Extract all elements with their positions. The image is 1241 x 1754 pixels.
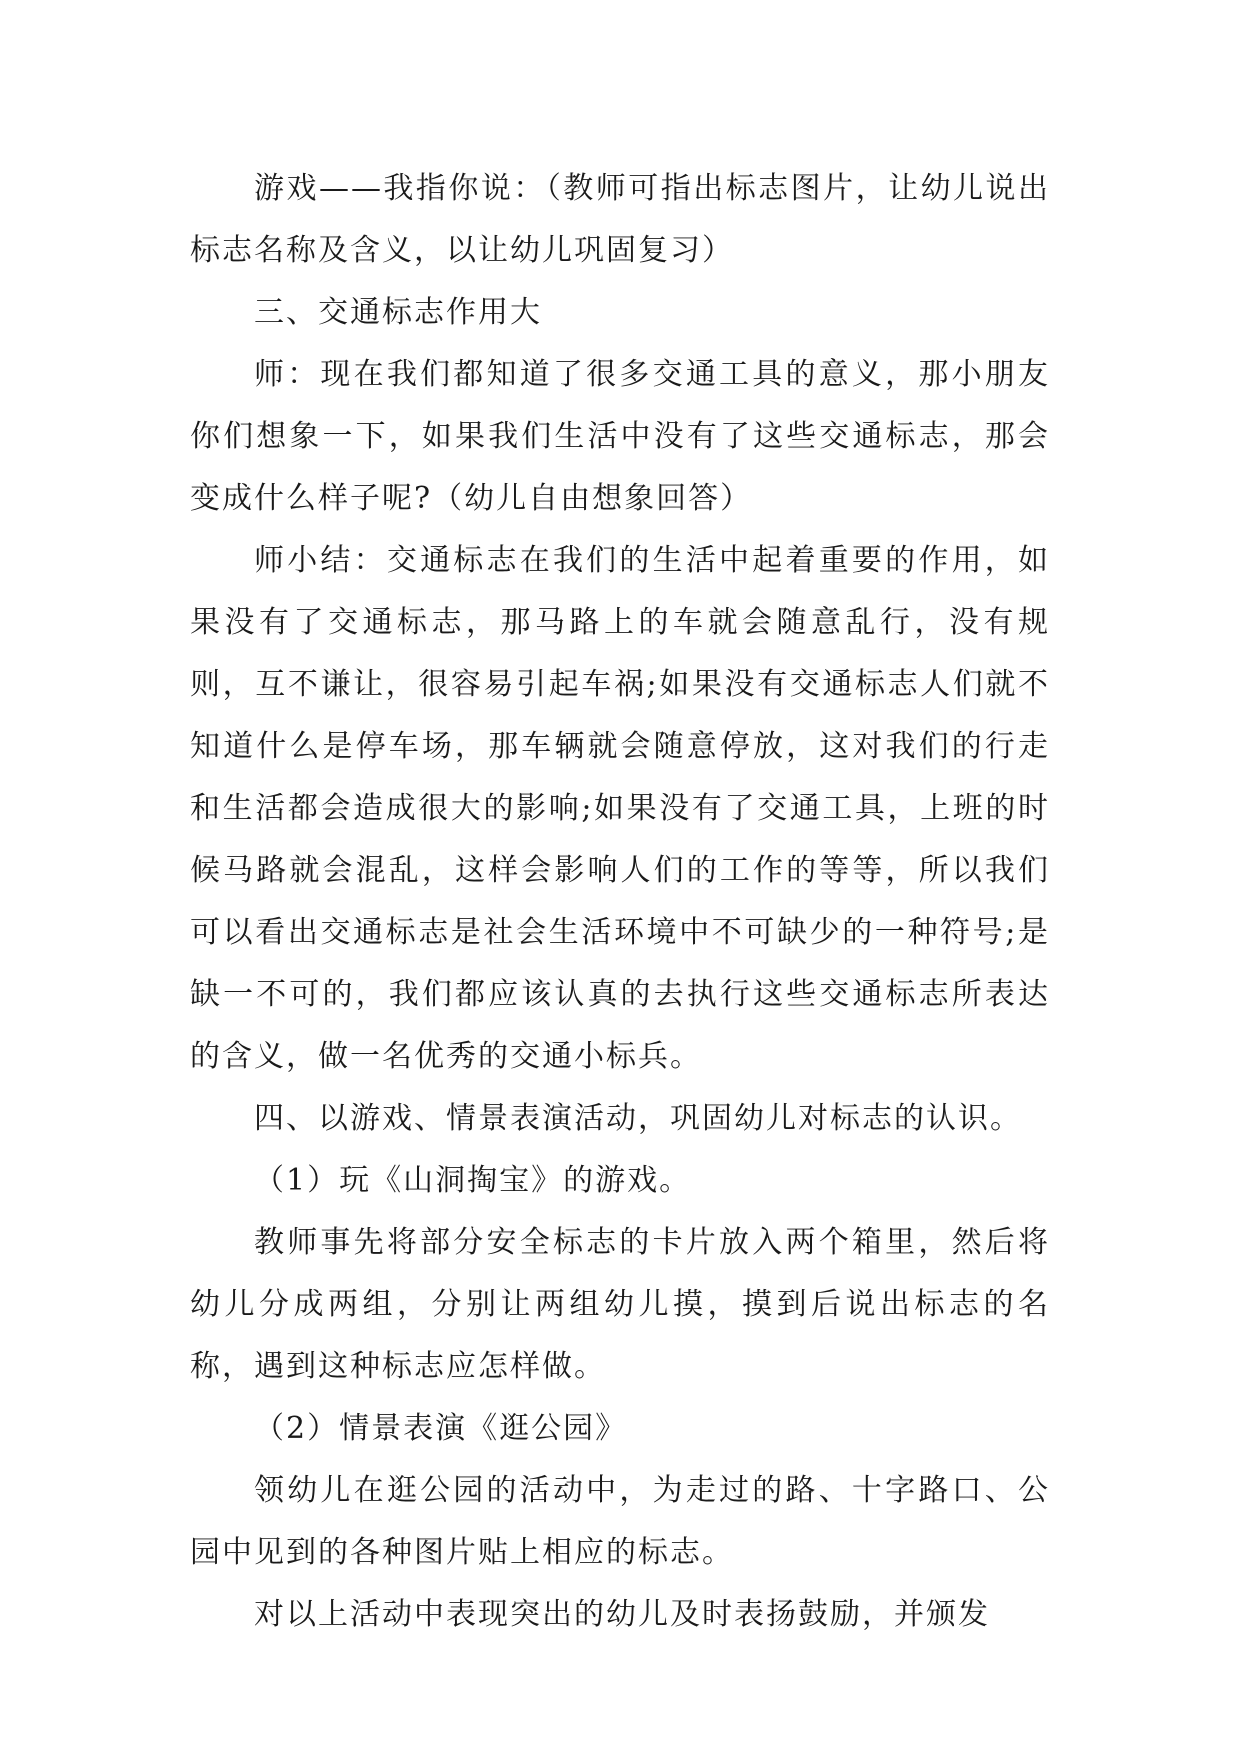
section-heading-four: 四、以游戏、情景表演活动，巩固幼儿对标志的认识。 bbox=[254, 1101, 1022, 1136]
paragraph-game-review: 游戏——我指你说：（教师可指出标志图片，让幼儿说出标志名称及含义，以让幼儿巩固复习） bbox=[190, 171, 1050, 268]
section-heading-three: 三、交通标志作用大 bbox=[254, 295, 542, 330]
paragraph-teacher-summary: 师小结：交通标志在我们的生活中起着重要的作用，如果没有了交通标志，那马路上的车就会随意乱行，没有规则，互不谦让，很容易引起车祸;如果没有交通标志人们就不知道什么是停车场，那车辆就会随意停放，这对我们的行走和生活都会造成很大的影响;如果没有了交通工具，上班的时候马路就会混乱，这样会影响人们的工作的等等，所以我们可以看出交通标志是社会生活环境中不可缺少的一种符号;是缺一不可的，我们都应该认真的去执行这些交通标志所表达的含义，做一名优秀的交通小标兵。 bbox=[190, 543, 1050, 1074]
paragraph-praise: 对以上活动中表现突出的幼儿及时表扬鼓励，并颁发 bbox=[254, 1597, 990, 1632]
paragraph-teacher-question: 师：现在我们都知道了很多交通工具的意义，那小朋友你们想象一下，如果我们生活中没有了这些交通标志，那会变成什么样子呢?（幼儿自由想象回答） bbox=[190, 357, 1050, 516]
paragraph-cave-game: 教师事先将部分安全标志的卡片放入两个箱里，然后将幼儿分成两组，分别让两组幼儿摸，摸到后说出标志的名称，遇到这种标志应怎样做。 bbox=[190, 1225, 1050, 1384]
paragraph-park-activity: 领幼儿在逛公园的活动中，为走过的路、十字路口、公园中见到的各种图片贴上相应的标志。 bbox=[190, 1473, 1050, 1570]
document-body bbox=[190, 158, 1050, 1646]
subitem-one: （1）玩《山洞掏宝》的游戏。 bbox=[254, 1163, 692, 1198]
subitem-two: （2）情景表演《逛公园》 bbox=[254, 1411, 628, 1446]
